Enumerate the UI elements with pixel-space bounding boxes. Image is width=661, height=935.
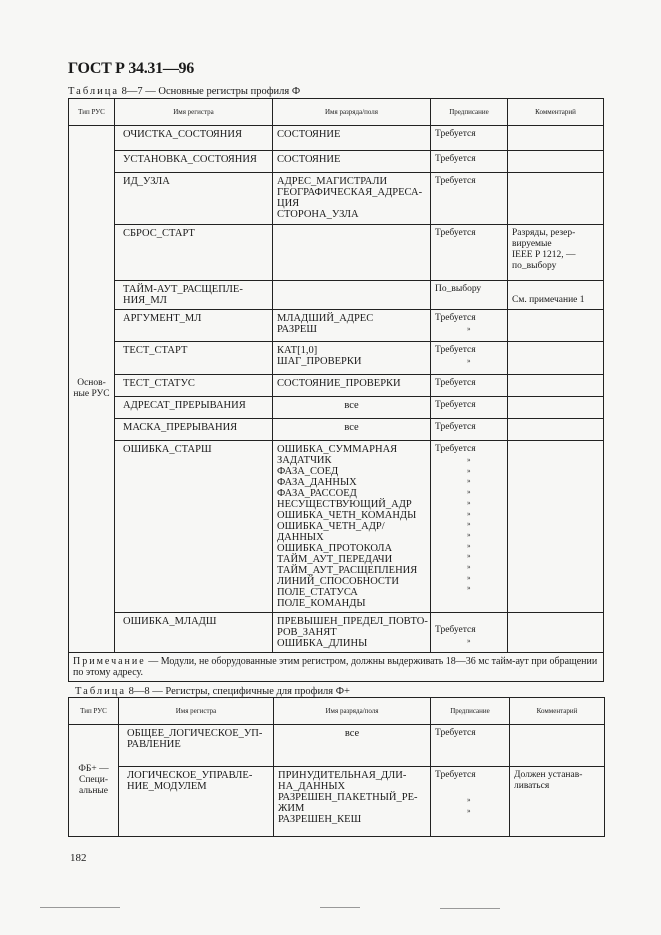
table1-caption	[68, 86, 300, 97]
column-header: Тип РУС	[69, 698, 119, 725]
requirement	[431, 375, 508, 397]
table-row	[69, 173, 604, 225]
table-row	[69, 613, 604, 653]
requirement	[431, 225, 508, 281]
ditto-mark: »	[467, 357, 471, 365]
ditto-mark: »	[467, 637, 471, 645]
note-text: — Модули, не оборудованные этим регистром, должны выдерживать 18—36 мс тайм-аут при обращении по этому адресу.	[73, 656, 598, 678]
requirement	[431, 126, 508, 151]
ditto-mark: »	[467, 325, 471, 333]
field-names: ПРЕВЫШЕН_ПРЕДЕЛ_ПОВТО- РОВ_ЗАНЯТ ОШИБКА_ДЛИНЫ	[273, 613, 431, 653]
table-row	[69, 342, 604, 375]
table-header-row	[69, 99, 604, 126]
ditto-mark: »	[467, 552, 471, 561]
requirement-text: Требуется	[435, 378, 476, 388]
table-header-row	[69, 698, 605, 725]
requirement-text: Требуется	[435, 176, 476, 186]
table2-caption-word: Таблица	[75, 686, 127, 697]
document-title: ГОСТ Р 34.31—96	[68, 60, 194, 77]
comment	[508, 613, 604, 653]
table-row	[69, 310, 604, 342]
ditto-mark: »	[467, 584, 471, 593]
requirement-text: Требуется	[435, 228, 476, 238]
note-label: Примечание	[73, 656, 146, 667]
table-specific-registers	[68, 697, 605, 837]
requirement-text: Требуется	[435, 345, 476, 355]
ditto-mark: »	[467, 806, 471, 815]
scan-noise	[320, 907, 360, 908]
table-basic-registers	[68, 98, 604, 682]
comment: См. примечание 1	[508, 281, 604, 310]
register-name: ТАЙМ-АУТ_РАСЩЕПЛЕ- НИЯ_МЛ	[115, 281, 273, 310]
field-names: СОСТОЯНИЕ	[273, 126, 431, 151]
table-row	[69, 767, 605, 837]
table-row	[69, 281, 604, 310]
column-header: Имя регистра	[119, 698, 274, 725]
table-row	[69, 725, 605, 767]
requirement	[431, 767, 510, 837]
ditto-mark: »	[467, 477, 471, 486]
field-names: АДРЕС_МАГИСТРАЛИ ГЕОГРАФИЧЕСКАЯ_АДРЕСА- ЦИЯ СТОРОНА_УЗЛА	[273, 173, 431, 225]
requirement-text: Требуется	[435, 422, 476, 432]
requirement	[431, 151, 508, 173]
requirement	[431, 281, 508, 310]
table-row	[69, 225, 604, 281]
requirement	[431, 441, 508, 613]
register-name: ОШИБКА_МЛАДШ	[115, 613, 273, 653]
table-row	[69, 375, 604, 397]
ditto-mark: »	[467, 520, 471, 529]
ditto-mark: »	[467, 541, 471, 550]
requirement	[431, 725, 510, 767]
field-names: СОСТОЯНИЕ_ПРОВЕРКИ	[273, 375, 431, 397]
table-row	[69, 441, 604, 613]
comment	[508, 375, 604, 397]
comment	[508, 342, 604, 375]
register-name: ОБЩЕЕ_ЛОГИЧЕСКОЕ_УП- РАВЛЕНИЕ	[119, 725, 274, 767]
field-names	[273, 281, 431, 310]
column-header: Предписание	[431, 698, 510, 725]
ditto-mark: »	[467, 573, 471, 582]
table-row	[69, 397, 604, 419]
ditto-mark: »	[467, 488, 471, 497]
comment	[510, 725, 605, 767]
column-header: Предписание	[431, 99, 508, 126]
requirement-text: Требуется	[435, 444, 476, 454]
requirement-text: Требуется	[435, 770, 476, 780]
note-row	[69, 653, 604, 682]
ditto-mark: »	[467, 456, 471, 464]
requirement	[431, 310, 508, 342]
field-names: все	[273, 397, 431, 419]
field-names	[273, 225, 431, 281]
comment	[508, 310, 604, 342]
requirement	[431, 613, 508, 653]
comment	[508, 397, 604, 419]
register-name: АРГУМЕНТ_МЛ	[115, 310, 273, 342]
scan-noise	[40, 907, 120, 908]
requirement	[431, 173, 508, 225]
field-names: КАТ[1,0] ШАГ_ПРОВЕРКИ	[273, 342, 431, 375]
page-number: 182	[70, 852, 87, 864]
register-name: УСТАНОВКА_СОСТОЯНИЯ	[115, 151, 273, 173]
scan-noise	[440, 908, 500, 909]
comment	[508, 419, 604, 441]
ditto-mark: »	[467, 530, 471, 539]
table1-caption-text: 8—7 — Основные регистры профиля Ф	[121, 86, 301, 97]
requirement	[431, 342, 508, 375]
comment: Должен устанав- ливаться	[510, 767, 605, 837]
requirement-text: Требуется	[435, 400, 476, 410]
table-row	[69, 419, 604, 441]
table-row	[69, 126, 604, 151]
comment: Разряды, резер- вируемые IEEE P 1212, — по_выбору	[508, 225, 604, 281]
register-name: ЛОГИЧЕСКОЕ_УПРАВЛЕ- НИЕ_МОДУЛЕМ	[119, 767, 274, 837]
field-names: МЛАДШИЙ_АДРЕС РАЗРЕШ	[273, 310, 431, 342]
register-name: ОШИБКА_СТАРШ	[115, 441, 273, 613]
group-label: ФБ+ — Специ- альные	[69, 725, 119, 837]
table1-caption-word: Таблица	[68, 86, 120, 97]
ditto-mark: »	[467, 563, 471, 572]
comment	[508, 151, 604, 173]
requirement	[431, 419, 508, 441]
column-header: Имя разряда/поля	[273, 99, 431, 126]
requirement-text: Требуется	[435, 313, 476, 323]
group-label: Основ- ные РУС	[69, 126, 115, 653]
ditto-mark: »	[467, 498, 471, 507]
register-name: ИД_УЗЛА	[115, 173, 273, 225]
table2-caption-text: 8—8 — Регистры, специфичные для профиля Ф+	[128, 686, 350, 697]
comment	[508, 126, 604, 151]
register-name: СБРОС_СТАРТ	[115, 225, 273, 281]
register-name: ТЕСТ_СТАРТ	[115, 342, 273, 375]
comment	[508, 173, 604, 225]
ditto-mark: »	[467, 466, 471, 475]
requirement-text: Требуется	[435, 728, 476, 738]
requirement	[431, 397, 508, 419]
column-header: Имя регистра	[115, 99, 273, 126]
column-header: Имя разряда/поля	[274, 698, 431, 725]
field-names: ПРИНУДИТЕЛЬНАЯ_ДЛИ- НА_ДАННЫХ РАЗРЕШЕН_ПАКЕТНЫЙ_РЕ- ЖИМ РАЗРЕШЕН_КЕШ	[274, 767, 431, 837]
table-row	[69, 151, 604, 173]
requirement-text: Требуется	[435, 154, 476, 164]
register-name: ТЕСТ_СТАТУС	[115, 375, 273, 397]
register-name: МАСКА_ПРЕРЫВАНИЯ	[115, 419, 273, 441]
register-name: ОЧИСТКА_СОСТОЯНИЯ	[115, 126, 273, 151]
requirement-text: Требуется	[435, 129, 476, 139]
field-names: все	[274, 725, 431, 767]
column-header: Комментарий	[510, 698, 605, 725]
comment	[508, 441, 604, 613]
field-names: все	[273, 419, 431, 441]
table-note	[69, 653, 604, 682]
requirement-text: По_выбору	[435, 284, 482, 294]
requirement-text: Требуется	[435, 625, 476, 635]
column-header: Комментарий	[508, 99, 604, 126]
field-names: ОШИБКА_СУММАРНАЯ ЗАДАТЧИК ФАЗА_СОЕД ФАЗА_ДАННЫХ ФАЗА_РАССОЕД НЕСУЩЕСТВУЮЩИЙ_АДР ОШИБКА_ЧЕТН_КОМАНДЫ ОШИБКА_ЧЕТН_АДР/ДАННЫХ ОШИБКА_ПРОТОКОЛА ТАЙМ_АУТ_ПЕРЕДАЧИ ТАЙМ_АУТ_РАСЩЕПЛЕНИЯ ЛИНИЙ_СПОСОБНОСТИ ПОЛЕ_СТАТУСА ПОЛЕ_КОМАНДЫ	[273, 441, 431, 613]
column-header: Тип РУС	[69, 99, 115, 126]
register-name: АДРЕСАТ_ПРЕРЫВАНИЯ	[115, 397, 273, 419]
table2-caption	[75, 686, 350, 697]
field-names: СОСТОЯНИЕ	[273, 151, 431, 173]
ditto-mark: »	[467, 796, 471, 804]
ditto-mark: »	[467, 509, 471, 518]
